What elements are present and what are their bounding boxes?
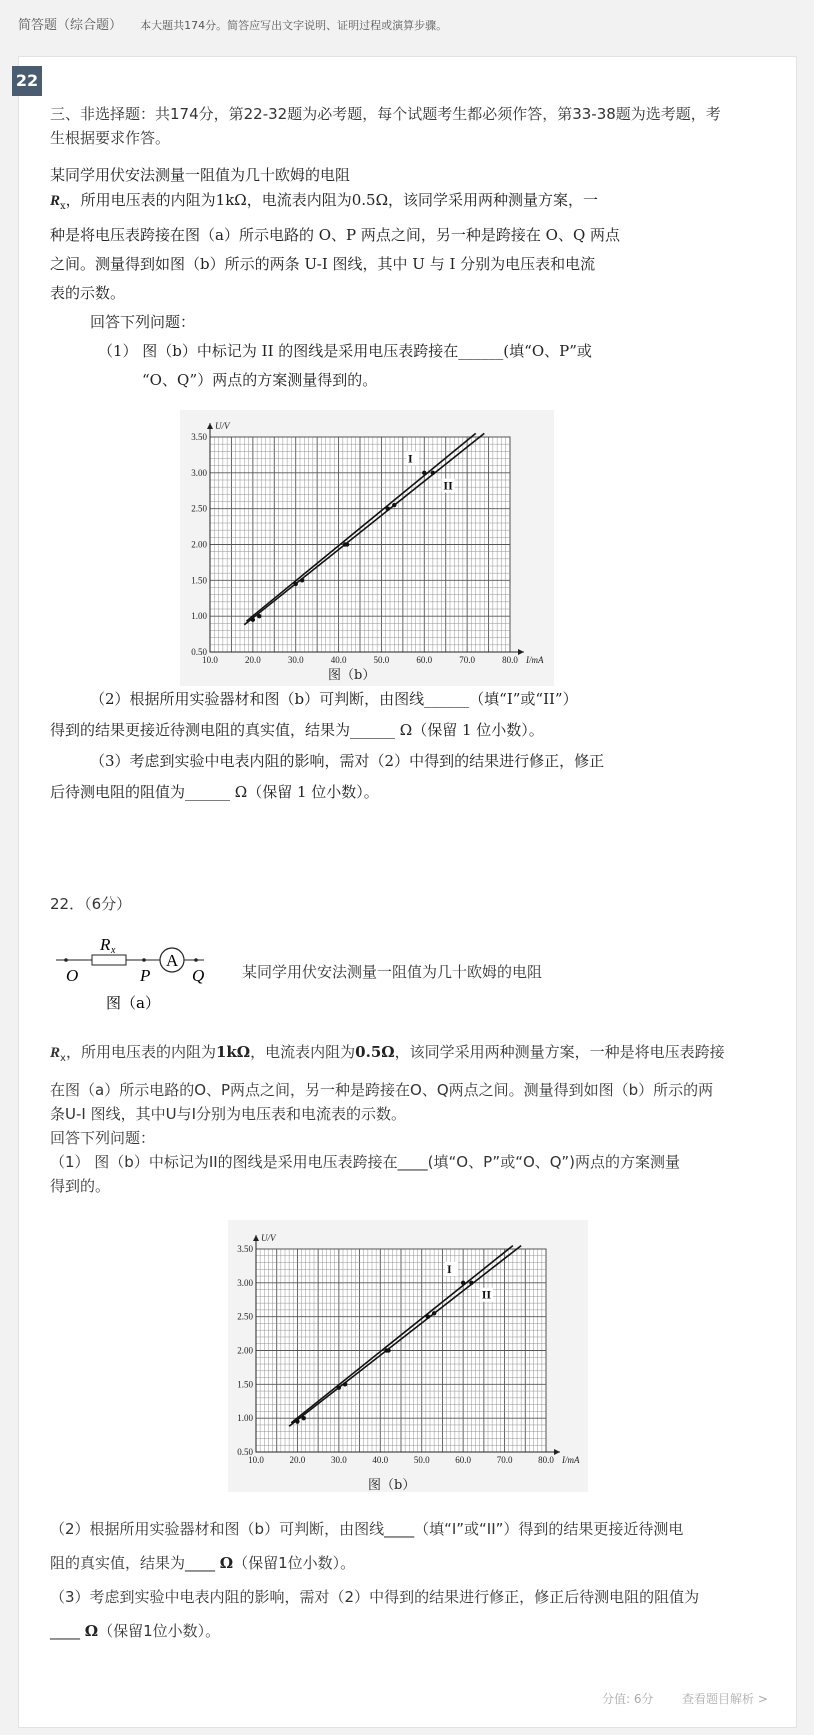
x-tick-label: 50.0 xyxy=(413,1455,430,1465)
section-type: 简答题（综合题） xyxy=(18,18,123,33)
text: （保留1位小数）。 xyxy=(233,1554,356,1572)
circuit-caption: 图（a） xyxy=(106,994,160,1012)
x-tick-label: 20.0 xyxy=(244,655,261,665)
question-number-badge: 22 xyxy=(12,66,42,96)
scan-line: 表的示数。 xyxy=(50,284,126,302)
data-point xyxy=(386,1348,390,1352)
text: ____ xyxy=(50,1622,85,1640)
scan-line: （1） 图（b）中标记为 II 的图线是采用电压表跨接在______(填“O、P”或 xyxy=(98,342,592,360)
intro-line: 三、非选择题：共174分，第22-32题为必考题，每个试题考生都必须作答，第33-38题为选考题，考 xyxy=(50,105,721,123)
data-point xyxy=(392,503,396,507)
rx-symbol: R xyxy=(50,193,61,209)
scan-line: 得到的结果更接近待测电阻的真实值，结果为______ Ω（保留 1 位小数）。 xyxy=(50,721,544,739)
scanned-question xyxy=(50,164,620,395)
data-point xyxy=(345,542,349,546)
ammeter-label: A xyxy=(166,951,179,970)
series-label-II: II xyxy=(481,1287,492,1302)
y-axis-label: U/V xyxy=(261,1233,276,1243)
y-tick-label: 1.00 xyxy=(191,611,207,622)
x-tick-label: 60.0 xyxy=(455,1455,472,1465)
rx-subscript: x xyxy=(60,1053,66,1064)
view-analysis-link[interactable]: 查看题目解析 > xyxy=(682,1692,768,1706)
data-point xyxy=(461,1281,465,1285)
x-tick-label: 30.0 xyxy=(330,1455,347,1465)
question-line xyxy=(50,1546,790,1580)
x-axis-arrow xyxy=(518,649,524,655)
data-point xyxy=(431,471,435,475)
question-line: 回答下列问题： xyxy=(50,1129,156,1147)
y-tick-label: 2.00 xyxy=(191,539,207,550)
data-point xyxy=(432,1311,436,1315)
text: （保留1位小数）。 xyxy=(98,1622,221,1640)
question-line: 条U-I 图线，其中U与I分别为电压表和电流表的示数。 xyxy=(50,1105,406,1123)
x-tick-label: 10.0 xyxy=(202,655,218,665)
series-label-I: I xyxy=(408,451,413,466)
question-line: 在图（a）所示电路的O、P两点之间，另一种是跨接在O、Q两点之间。测量得到如图（b）所示的两 xyxy=(50,1081,714,1099)
x-tick-label: 40.0 xyxy=(330,655,347,665)
point-p-label: P xyxy=(140,966,151,985)
y-tick-label: 3.50 xyxy=(191,432,207,442)
scan-line: （3）考虑到实验中电表内阻的影响，需对（2）中得到的结果进行修正，修正 xyxy=(90,752,605,770)
x-tick-label: 80.0 xyxy=(538,1455,554,1465)
y-tick-label: 1.00 xyxy=(237,1413,253,1424)
section-description: 本大题共174分。简答应写出文字说明、证明过程或演算步骤。 xyxy=(140,19,448,32)
x-tick-label: 70.0 xyxy=(496,1455,513,1465)
x-tick-label: 70.0 xyxy=(459,655,476,665)
data-point xyxy=(337,1386,341,1390)
intro-line: 生根据要求作答。 xyxy=(50,129,171,147)
text: ，电流表内阻为 xyxy=(250,1043,356,1061)
x-tick-label: 20.0 xyxy=(289,1455,306,1465)
ohm-symbol: Ω xyxy=(84,1622,99,1640)
y-tick-label: 3.00 xyxy=(191,467,207,478)
chart-svg xyxy=(228,1220,588,1492)
y-tick-label: 3.00 xyxy=(237,1277,253,1288)
series-label-II: II xyxy=(443,478,453,493)
scan-line: “O、Q”）两点的方案测量得到的。 xyxy=(142,371,378,389)
y-tick-label: 2.50 xyxy=(191,503,207,514)
point-q-label: Q xyxy=(192,966,205,985)
question-line: （2）根据所用实验器材和图（b）可判断，由图线____（填“I”或“II”）得到的结果更接近待测电 xyxy=(50,1520,684,1538)
scan-line: 回答下列问题： xyxy=(90,313,196,331)
question-line xyxy=(50,1614,790,1648)
text: ，所用电压表的内阻为 xyxy=(65,1043,216,1061)
data-point xyxy=(294,582,298,586)
x-axis-arrow xyxy=(554,1449,560,1455)
data-point xyxy=(469,1281,473,1285)
question-line xyxy=(50,1040,780,1078)
scan-line: 种是将电压表跨接在图（a）所示电路的 O、P 两点之间，另一种是跨接在 O、Q 两点 xyxy=(50,226,621,244)
y-tick-label: 0.50 xyxy=(237,1447,253,1457)
scanned-question-cont xyxy=(50,684,604,808)
ohm-symbol: Ω xyxy=(219,1554,234,1572)
voltmeter-resistance: 1kΩ xyxy=(215,1043,251,1061)
y-tick-label: 1.50 xyxy=(237,1379,253,1390)
circuit-side-text: 某同学用伏安法测量一阻值为几十欧姆的电阻 xyxy=(242,963,543,981)
scan-text: ，所用电压表的内阻为1kΩ，电流表内阻为0.5Ω，该同学采用两种测量方案，一 xyxy=(65,191,599,209)
x-tick-label: 30.0 xyxy=(287,655,304,665)
text: ，该同学采用两种测量方案，一种是将电压表跨接 xyxy=(394,1043,725,1061)
x-tick-label: 50.0 xyxy=(373,655,390,665)
resistor-subscript: x xyxy=(111,945,116,956)
chart-b-lower xyxy=(228,1220,588,1492)
y-axis-arrow xyxy=(207,423,213,429)
question-body xyxy=(50,1040,780,1198)
x-tick-label: 40.0 xyxy=(372,1455,389,1465)
chart-svg xyxy=(180,410,554,686)
question-title: 22．（6分） xyxy=(50,895,132,913)
rx-subscript: x xyxy=(60,201,66,212)
chart-b-upper xyxy=(180,410,554,686)
x-axis-label: I/mA xyxy=(526,655,544,665)
x-tick-label: 80.0 xyxy=(502,655,518,665)
x-tick-label: 10.0 xyxy=(248,1455,264,1465)
x-axis-label: I/mA xyxy=(562,1455,580,1465)
scan-line: 之间。测量得到如图（b）所示的两条 U-I 图线，其中 U 与 I 分别为电压表和电流 xyxy=(50,255,596,273)
score-label: 分值: 6分 xyxy=(602,1692,654,1706)
section-header xyxy=(18,14,447,33)
question-body-cont xyxy=(50,1512,790,1648)
circuit-diagram xyxy=(52,930,222,1016)
y-tick-label: 3.50 xyxy=(237,1244,253,1254)
x-tick-label: 60.0 xyxy=(416,655,433,665)
data-point xyxy=(422,471,426,475)
question-line: 得到的。 xyxy=(50,1177,111,1195)
y-tick-label: 2.00 xyxy=(237,1345,253,1356)
chart-caption: 图（b） xyxy=(328,668,376,683)
question-line: （3）考虑到实验中电表内阻的影响，需对（2）中得到的结果进行修正，修正后待测电阻的阻值为 xyxy=(50,1588,700,1606)
data-point xyxy=(295,1419,299,1423)
intro-text xyxy=(50,102,780,150)
y-axis-arrow xyxy=(253,1235,259,1241)
rx-symbol: R xyxy=(50,1045,61,1061)
resistor-label: R xyxy=(100,935,111,954)
text: 阻的真实值，结果为____ xyxy=(50,1554,220,1572)
ammeter-resistance: 0.5Ω xyxy=(355,1043,395,1061)
scan-line: 后待测电阻的阻值为______ Ω（保留 1 位小数）。 xyxy=(50,783,379,801)
series-label-I: I xyxy=(447,1262,452,1277)
question-line: （1） 图（b）中标记为II的图线是采用电压表跨接在____(填“O、P”或“O、Q”)两点的方案测量 xyxy=(50,1153,680,1171)
y-axis-label: U/V xyxy=(215,421,230,431)
point-o-label: O xyxy=(66,966,79,985)
y-tick-label: 0.50 xyxy=(191,647,207,657)
y-tick-label: 2.50 xyxy=(237,1311,253,1322)
y-tick-label: 1.50 xyxy=(191,575,207,586)
scan-line: 某同学用伏安法测量一阻值为几十欧姆的电阻 xyxy=(50,166,351,184)
scan-line xyxy=(50,186,620,221)
data-point xyxy=(251,618,255,622)
scan-line: （2）根据所用实验器材和图（b）可判断，由图线______（填“I”或“II”） xyxy=(90,690,578,708)
chart-caption: 图（b） xyxy=(368,1478,416,1493)
